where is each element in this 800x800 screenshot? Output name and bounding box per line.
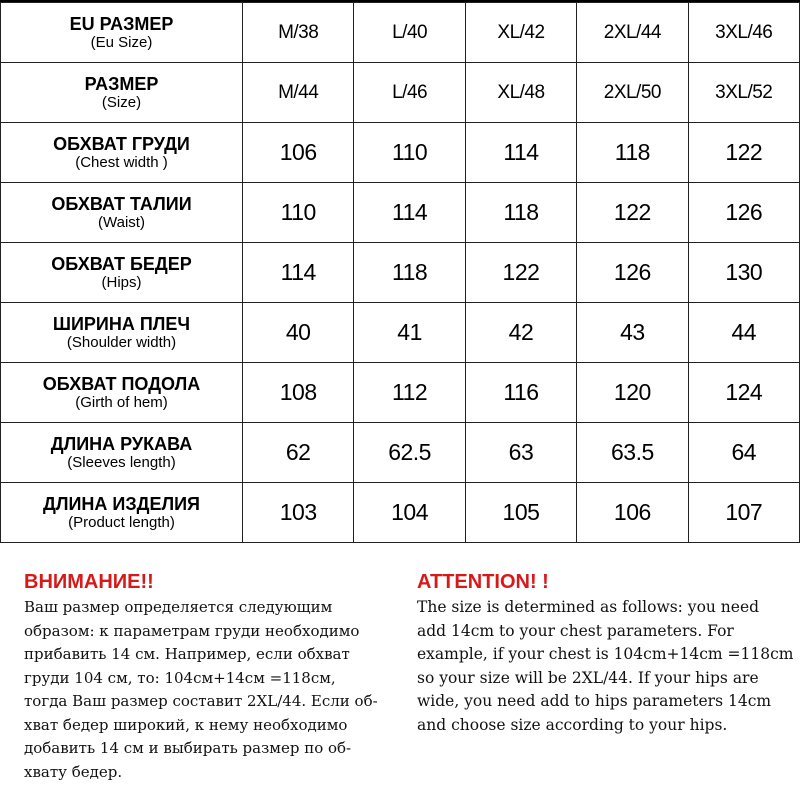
size-value-cell: 110 — [243, 183, 354, 243]
size-value-cell: 110 — [354, 123, 465, 183]
size-value-cell: M/44 — [243, 63, 354, 123]
size-value-cell: 62.5 — [354, 423, 465, 483]
size-value-cell: 62 — [243, 423, 354, 483]
size-value-cell: 40 — [243, 303, 354, 363]
attention-title-russian: ВНИМАНИЕ!! — [24, 571, 154, 593]
row-label — [1, 183, 243, 243]
attention-english — [417, 570, 800, 737]
row-label-russian: ОБХВАТ ГРУДИ — [53, 133, 190, 154]
row-label-english: (Chest width ) — [75, 153, 168, 171]
size-value-cell: 105 — [465, 483, 576, 543]
size-value-cell: 116 — [465, 363, 576, 423]
size-value-cell: M/38 — [243, 3, 354, 63]
row-label — [1, 123, 243, 183]
size-chart-table — [0, 2, 800, 543]
size-value-cell: 103 — [243, 483, 354, 543]
row-label-english: (Eu Size) — [90, 33, 153, 51]
row-label-russian: ДЛИНА РУКАВА — [50, 433, 193, 454]
size-value-cell: 107 — [688, 483, 799, 543]
row-label-russian: EU РАЗМЕР — [69, 13, 174, 34]
attention-body-english: The size is determined as follows: you need add 14cm to your chest parameters. For example, if your chest is 104cm+14cm =118cm so your size will be 2XL/44. If your hips are wide, you need add to hips parameters 14cm and choose size according to your hips. — [417, 598, 794, 734]
size-value-cell: 126 — [688, 183, 799, 243]
size-value-cell: 2XL/50 — [577, 63, 688, 123]
row-label-russian: ОБХВАТ БЕДЕР — [51, 253, 192, 274]
size-value-cell: 2XL/44 — [577, 3, 688, 63]
row-label — [1, 63, 243, 123]
row-label — [1, 243, 243, 303]
size-value-cell: L/46 — [354, 63, 465, 123]
size-value-cell: 41 — [354, 303, 465, 363]
size-value-cell: 3XL/46 — [688, 3, 799, 63]
size-notes — [0, 562, 800, 800]
row-label-russian: ОБХВАТ ПОДОЛА — [42, 373, 201, 394]
row-label-english: (Girth of hem) — [75, 393, 168, 411]
size-row — [1, 483, 800, 543]
row-label-english: (Size) — [101, 93, 142, 111]
row-label — [1, 363, 243, 423]
size-row — [1, 363, 800, 423]
row-label — [1, 423, 243, 483]
row-label — [1, 3, 243, 63]
size-value-cell: 106 — [577, 483, 688, 543]
size-value-cell: 63.5 — [577, 423, 688, 483]
row-label-english: (Hips) — [101, 273, 142, 291]
size-value-cell: 106 — [243, 123, 354, 183]
size-row — [1, 243, 800, 303]
size-value-cell: 114 — [465, 123, 576, 183]
size-value-cell: 122 — [577, 183, 688, 243]
attention-title-english: ATTENTION! ! — [417, 571, 549, 593]
size-value-cell: 118 — [354, 243, 465, 303]
size-value-cell: 63 — [465, 423, 576, 483]
size-value-cell: 118 — [465, 183, 576, 243]
size-value-cell: 122 — [465, 243, 576, 303]
size-value-cell: 122 — [688, 123, 799, 183]
size-value-cell: 112 — [354, 363, 465, 423]
size-value-cell: XL/42 — [465, 3, 576, 63]
size-value-cell: XL/48 — [465, 63, 576, 123]
size-row — [1, 123, 800, 183]
size-value-cell: 42 — [465, 303, 576, 363]
row-label-english: (Sleeves length) — [67, 453, 176, 471]
attention-russian — [24, 570, 404, 784]
size-value-cell: 120 — [577, 363, 688, 423]
size-row — [1, 303, 800, 363]
row-label-english: (Shoulder width) — [66, 333, 177, 351]
size-row — [1, 63, 800, 123]
size-value-cell: 104 — [354, 483, 465, 543]
size-value-cell: 124 — [688, 363, 799, 423]
size-value-cell: 3XL/52 — [688, 63, 799, 123]
row-label-russian: РАЗМЕР — [84, 73, 159, 94]
row-label-english: (Waist) — [98, 213, 145, 231]
row-label — [1, 303, 243, 363]
size-value-cell: 44 — [688, 303, 799, 363]
size-value-cell: 43 — [577, 303, 688, 363]
size-value-cell: 118 — [577, 123, 688, 183]
size-value-cell: 108 — [243, 363, 354, 423]
row-label-russian: ШИРИНА ПЛЕЧ — [52, 313, 191, 334]
size-row — [1, 183, 800, 243]
row-label — [1, 483, 243, 543]
size-value-cell: L/40 — [354, 3, 465, 63]
size-value-cell: 126 — [577, 243, 688, 303]
row-label-russian: ДЛИНА ИЗДЕЛИЯ — [43, 493, 200, 514]
size-row — [1, 423, 800, 483]
row-label-english: (Product length) — [68, 513, 175, 531]
attention-body-russian: Ваш размер определяется следующим образом: к параметрам груди необходимо прибавить 14 см. Например, если обхват груди 104 см, то: 104см+14см =118см, тогда Ваш размер составит 2XL/44. Если об- хват бедер широкий, к нему необходимо добавить 14 см и выбирать размер по об- хвату бедер. — [24, 598, 378, 781]
row-label-russian: ОБХВАТ ТАЛИИ — [51, 193, 192, 214]
size-row — [1, 3, 800, 63]
size-value-cell: 114 — [243, 243, 354, 303]
size-value-cell: 130 — [688, 243, 799, 303]
size-value-cell: 64 — [688, 423, 799, 483]
size-value-cell: 114 — [354, 183, 465, 243]
